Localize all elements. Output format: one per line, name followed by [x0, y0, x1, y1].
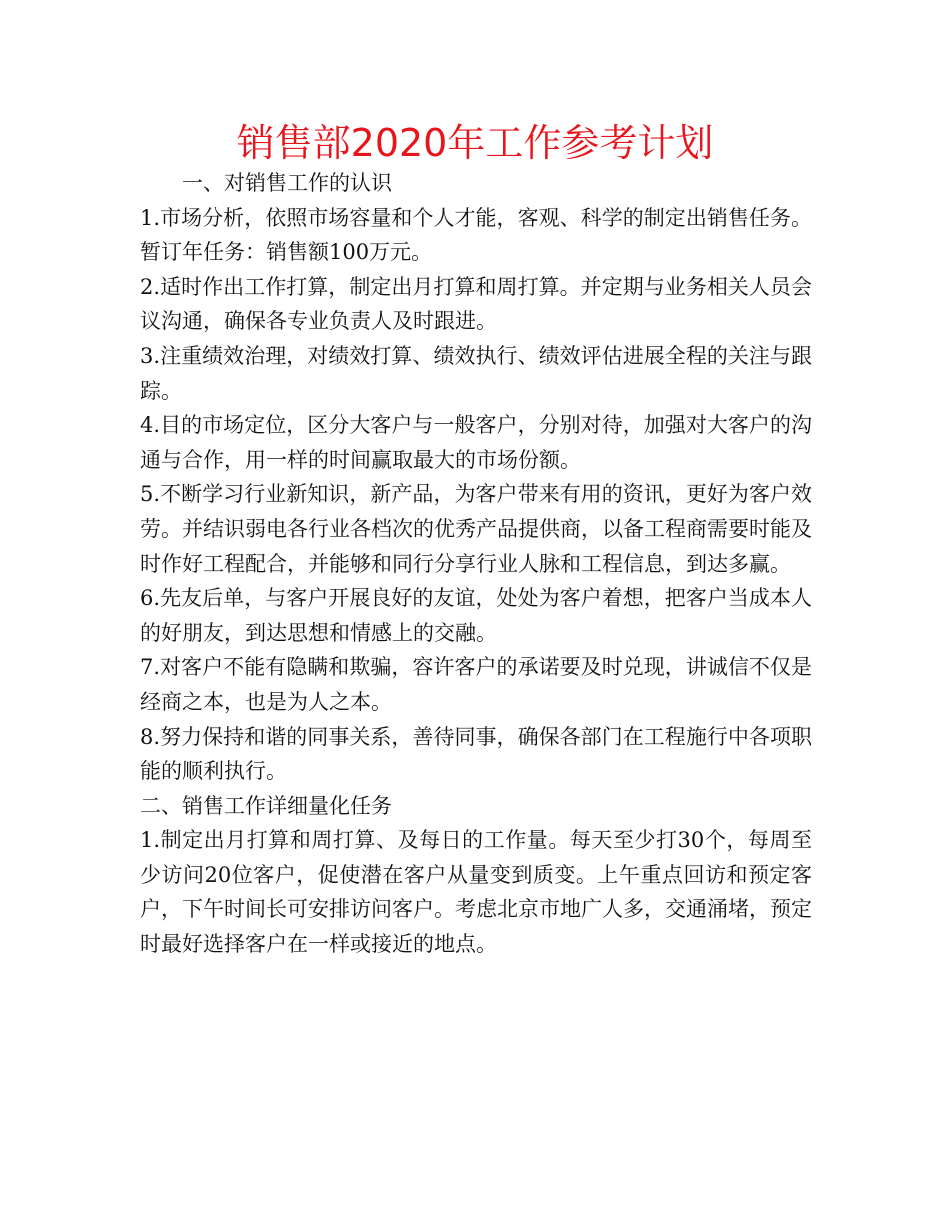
- section-heading-1: 一、对销售工作的认识: [182, 171, 392, 195]
- document-title: 销售部2020年工作参考计划: [236, 121, 714, 165]
- paragraph-1-6: 6.先友后单，与客户开展良好的友谊，处处为客户着想，把客户当成本人的好朋友，到达思想和情感上的交融。: [140, 586, 812, 645]
- paragraph-2-1: 1.制定出月打算和周打算、及每日的工作量。每天至少打30个，每周至少访问20位客户，促使潜在客户从量变到质变。上午重点回访和预定客户，下午时间长可安排访问客户。考虑北京市地广人多，交通涌堵，预定时最好选择客户在一样或接近的地点。: [140, 828, 812, 957]
- paragraph-1-2: 2.适时作出工作打算，制定出月打算和周打算。并定期与业务相关人员会议沟通，确保各专业负责人及时跟进。: [140, 274, 812, 334]
- document-body: [140, 166, 812, 962]
- paragraph-1-3: 3.注重绩效治理，对绩效打算、绩效执行、绩效评估进展全程的关注与跟踪。: [140, 343, 812, 403]
- paragraph-1-5: 5.不断学习行业新知识，新产品，为客户带来有用的资讯，更好为客户效劳。并结识弱电各行业各档次的优秀产品提供商，以备工程商需要时能及时作好工程配合，并能够和同行分享行业人脉和工程信息，到达多赢。: [140, 482, 812, 576]
- paragraph-1-4: 4.目的市场定位，区分大客户与一般客户，分别对待，加强对大客户的沟通与合作，用一样的时间赢取最大的市场份额。: [140, 413, 812, 472]
- paragraph-1-1: 1.市场分析，依照市场容量和个人才能，客观、科学的制定出销售任务。暂订年任务：销售额100万元。: [140, 205, 812, 265]
- section-heading-2: 二、销售工作详细量化任务: [140, 793, 392, 818]
- paragraph-1-8: 8.努力保持和谐的同事关系，善待同事，确保各部门在工程施行中各项职能的顺利执行。: [140, 724, 812, 784]
- paragraph-1-7: 7.对客户不能有隐瞒和欺骗，容许客户的承诺要及时兑现，讲诚信不仅是经商之本，也是为人之本。: [140, 655, 812, 714]
